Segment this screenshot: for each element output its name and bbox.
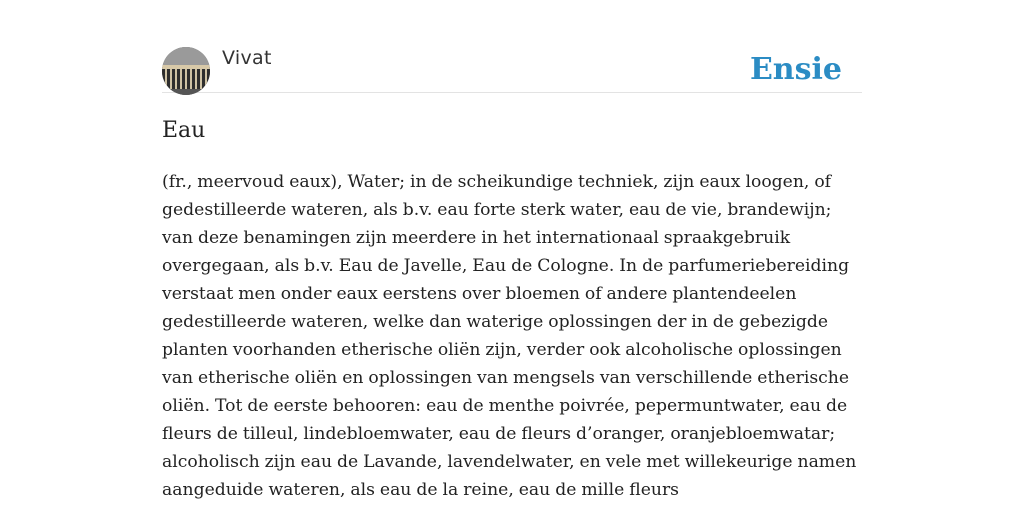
entry-body: (fr., meervoud eaux), Water; in de scheikundige techniek, zijn eaux loogen, of gedestilleerde wateren, als b.v. eau forte sterk water, eau de vie, brandewijn; van deze benamingen zijn meerdere in het internationaal spraakgebruik overgegaan, als b.v. Eau de Javelle, Eau de Cologne. In de parfumeriebereiding verstaat men onder eaux eerstens over bloemen of andere plantendeelen gedestilleerde wateren, welke dan waterige oplossingen der in de gebezigde planten voorhanden etherische oliën zijn, verder ook alcoholische oplossingen van etherische oliën en oplossingen van mengsels van verschillende etherische oliën. Tot de eerste behooren: eau de menthe poivrée, pepermuntwater, eau de fleurs de tilleul, lindebloemwater, eau de fleurs d’oranger, oranjebloemwatar; alcoholisch zijn eau de Lavande, lavendelwater, en vele met willekeurige namen aangeduide wateren, als eau de la reine, eau de mille fleurs (162, 172, 857, 500)
author-avatar[interactable] (162, 47, 210, 95)
book-spines-avatar-icon (162, 47, 210, 95)
brand-logo[interactable]: Ensie (749, 52, 842, 87)
entry-title: Eau (162, 118, 206, 143)
entry-header (162, 46, 862, 93)
author-name[interactable]: Vivat (222, 47, 272, 69)
